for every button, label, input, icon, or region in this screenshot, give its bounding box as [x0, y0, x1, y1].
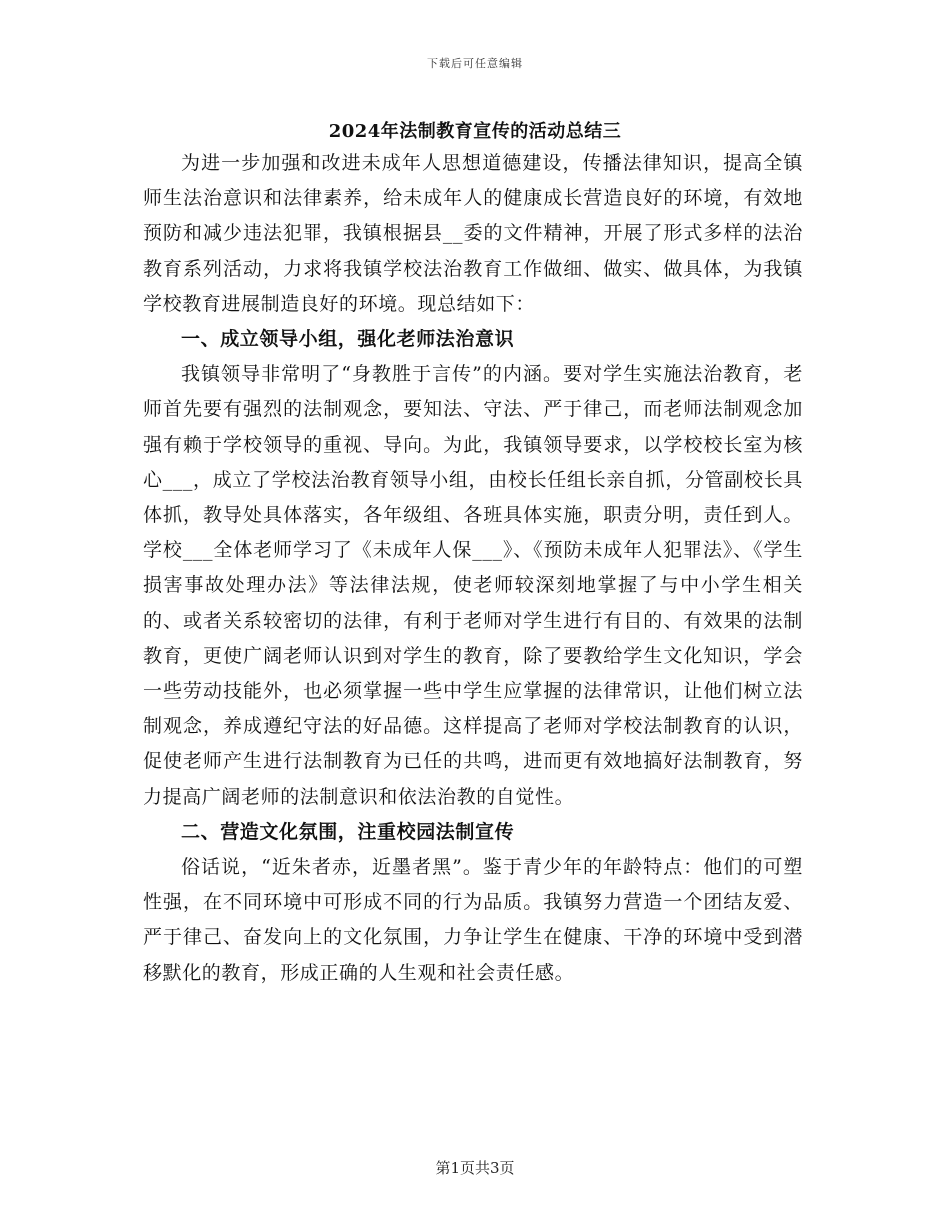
section-2-paragraph: 俗话说，“近朱者赤，近墨者黑”。鉴于青少年的年龄特点：他们的可塑性强，在不同环境中可形成不同的行为品质。我镇努力营造一个团结友爱、严于律己、奋发向上的文化氛围，力争让学生在健康、干净的环境中受到潜移默化的教育，形成正确的人生观和社会责任感。 — [143, 856, 803, 984]
page-header-note: 下载后可任意编辑 — [427, 57, 523, 70]
section-1-paragraph: 我镇领导非常明了“身教胜于言传”的内涵。要对学生实施法治教育，老师首先要有强烈的法制观念，要知法、守法、严于律己，而老师法制观念加强有赖于学校领导的重视、导向。为此，我镇领导要求，以学校校长室为核心___，成立了学校法治教育领导小组，由校长任组长亲自抓，分管副校长具体抓，教导处具体落实，各年级组、各班具体实施，职责分明，责任到人。学校___全体老师学习了《未成年人保___》、《预防未成年人犯罪法》、《学生损害事故处理办法》等法律法规，使老师较深刻地掌握了与中小学生相关的、或者关系较密切的法律，有利于老师对学生进行有目的、有效果的法制教育，更使广阔老师认识到对学生的教育，除了要教给学生文化知识，学会一些劳动技能外，也必须掌握一些中学生应掌握的法律常识，让他们树立法制观念，养成遵纪守法的好品德。这样提高了老师对学校法制教育的认识，促使老师产生进行法制教育为已任的共鸣，进而更有效地搞好法制教育，努力提高广阔老师的法制意识和依法治教的自觉性。 — [143, 363, 803, 808]
section-2-heading: 二、营造文化氛围，注重校园法制宣传 — [181, 820, 515, 843]
section-1-heading: 一、成立领导小组，强化老师法治意识 — [181, 328, 515, 351]
document-title: 2024年法制教育宣传的活动总结三 — [328, 121, 622, 142]
intro-paragraph: 为进一步加强和改进未成年人思想道德建设，传播法律知识，提高全镇师生法治意识和法律素养，给未成年人的健康成长营造良好的环境，有效地预防和减少违法犯罪，我镇根据县__委的文件精神，开展了形式多样的法治教育系列活动，力求将我镇学校法治教育工作做细、做实、做具体，为我镇学校教育进展制造良好的环境。现总结如下： — [143, 152, 803, 315]
document-body — [143, 146, 803, 991]
page-number: 第1页共3页 — [435, 1159, 515, 1177]
